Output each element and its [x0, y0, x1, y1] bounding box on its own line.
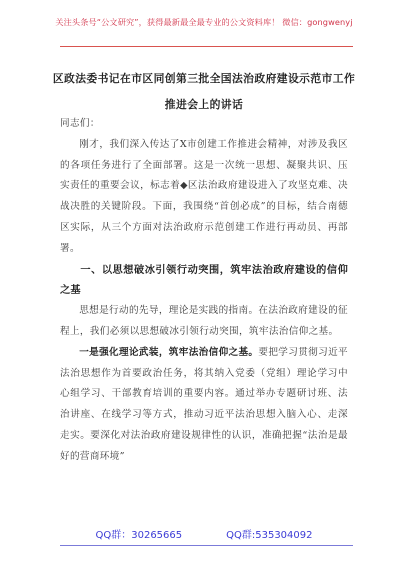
section-1-item-1-text: 要把学习贯彻习近平法治思想作为首要政治任务，将其纳入党委（党组）理论学习中心组学习、干部教育培训的重要内容。通过举办专题研讨班、法治讲座、在线学习等方式，推动习近平法治思想入脑入心、走深走实。要深化对法治政府建设规律性的认识，准确把握“法治是最好的营商环境” [60, 346, 348, 462]
footer-qq-group-1: QQ群：30265665 [95, 530, 183, 541]
header-divider [60, 46, 353, 47]
section-1-heading: 一、以思想破冰引领行动突围，筑牢法治政府建设的信仰之基 [60, 263, 348, 297]
section-1-item-1 [60, 343, 348, 468]
section-1-paragraph: 思想是行动的先导，理论是实践的指南。在法治政府建设的征程上，我们必须以思想破冰引领行动突围，筑牢法治信仰之基。 [60, 305, 348, 337]
salutation: 同志们： [60, 118, 100, 129]
footer-contacts [0, 526, 408, 541]
document-title: 区政法委书记在市区同创第三批全国法治政府建设示范市工作推进会上的讲话 [52, 72, 356, 111]
footer-qq-group-2: QQ群:535304092 [226, 530, 313, 541]
opening-paragraph: 刚才，我们深入传达了X市创建工作推进会精神，对涉及我区的各项任务进行了全面部署。这是一次统一思想、凝聚共识、压实责任的重要会议，标志着◆区法治政府建设进入了攻坚克难、决战决胜的关键阶段。下面，我围绕“首创必成”的目标，结合南德区实际，从三个方面对法治政府示范创建工作进行再动员、再部署。 [60, 138, 348, 254]
section-1-item-1-lead: 一是强化理论武装，筑牢法治信仰之基。 [79, 346, 259, 358]
header-note: 关注头条号“公文研究”，获得最新最全最专业的公文资料库！ 微信：gongwenyj [55, 17, 353, 27]
footer-divider [60, 545, 353, 546]
document-body [60, 114, 348, 468]
